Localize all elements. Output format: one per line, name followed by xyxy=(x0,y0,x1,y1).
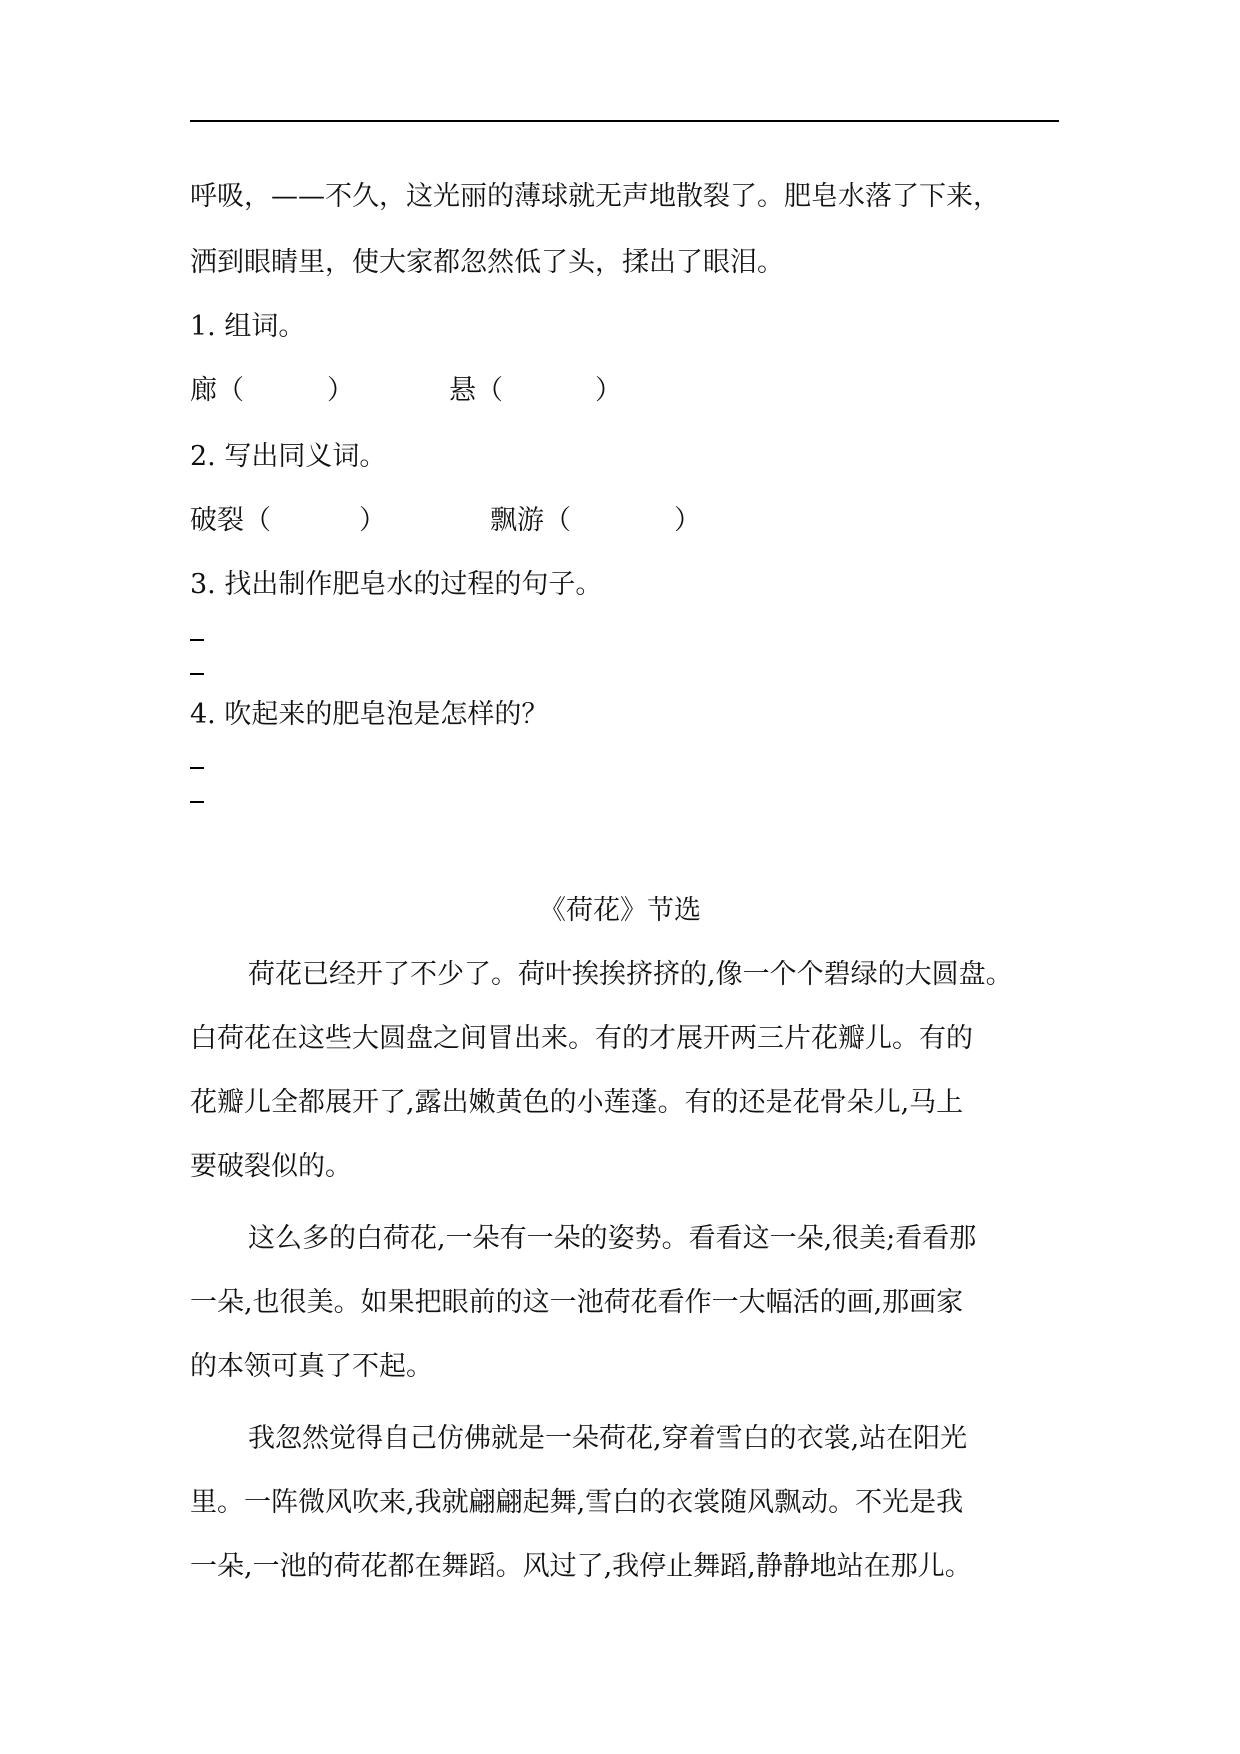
paragraph-line: 这么多的白荷花,一朵有一朵的姿势。看看这一朵,很美;看看那 xyxy=(248,1223,977,1254)
paragraph-line: 白荷花在这些大圆盘之间冒出来。有的才展开两三片花瓣儿。有的 xyxy=(190,1023,973,1054)
question-2-title: 2. 写出同义词。 xyxy=(190,441,387,472)
q1-item-close: ） xyxy=(595,375,622,406)
q1-item-char: 悬（ xyxy=(449,375,503,406)
answer-line[interactable] xyxy=(190,801,204,803)
passage-line: 呼吸，——不久，这光丽的薄球就无声地散裂了。肥皂水落了下来， xyxy=(190,181,1000,212)
question-2-items xyxy=(190,501,1070,541)
q2-item-close: ） xyxy=(359,505,386,536)
passage-line: 洒到眼睛里，使大家都忽然低了头，揉出了眼泪。 xyxy=(190,247,784,278)
q2-item-word: 飘游（ xyxy=(490,505,571,536)
q1-item-char: 廊（ xyxy=(190,375,244,406)
question-4-title: 4. 吹起来的肥皂泡是怎样的？ xyxy=(190,699,549,730)
answer-line[interactable] xyxy=(190,639,204,641)
q2-item-close: ） xyxy=(674,505,701,536)
paragraph-line: 一朵,也很美。如果把眼前的这一池荷花看作一大幅活的画,那画家 xyxy=(190,1287,964,1318)
paragraph-line: 一朵,一池的荷花都在舞蹈。风过了,我停止舞蹈,静静地站在那儿。 xyxy=(190,1551,972,1582)
paragraph-line: 我忽然觉得自己仿佛就是一朵荷花,穿着雪白的衣裳,站在阳光 xyxy=(248,1423,968,1454)
question-1-title: 1. 组词。 xyxy=(190,311,306,342)
paragraph-line: 荷花已经开了不少了。荷叶挨挨挤挤的,像一个个碧绿的大圆盘。 xyxy=(248,959,1013,990)
paragraph-line: 要破裂似的。 xyxy=(190,1151,352,1182)
answer-line[interactable] xyxy=(190,767,204,769)
question-1-items xyxy=(190,371,1070,411)
paragraph-line: 的本领可真了不起。 xyxy=(190,1351,433,1382)
question-3-title: 3. 找出制作肥皂水的过程的句子。 xyxy=(190,569,603,600)
q1-item-close: ） xyxy=(327,375,354,406)
answer-line[interactable] xyxy=(190,673,204,675)
paragraph-line: 花瓣儿全都展开了,露出嫩黄色的小莲蓬。有的还是花骨朵儿,马上 xyxy=(190,1087,964,1118)
paragraph-line: 里。一阵微风吹来,我就翩翩起舞,雪白的衣裳随风飘动。不光是我 xyxy=(190,1487,964,1518)
excerpt-title: 《荷花》节选 xyxy=(539,895,701,926)
header-rule xyxy=(190,120,1059,122)
q2-item-word: 破裂（ xyxy=(190,505,271,536)
